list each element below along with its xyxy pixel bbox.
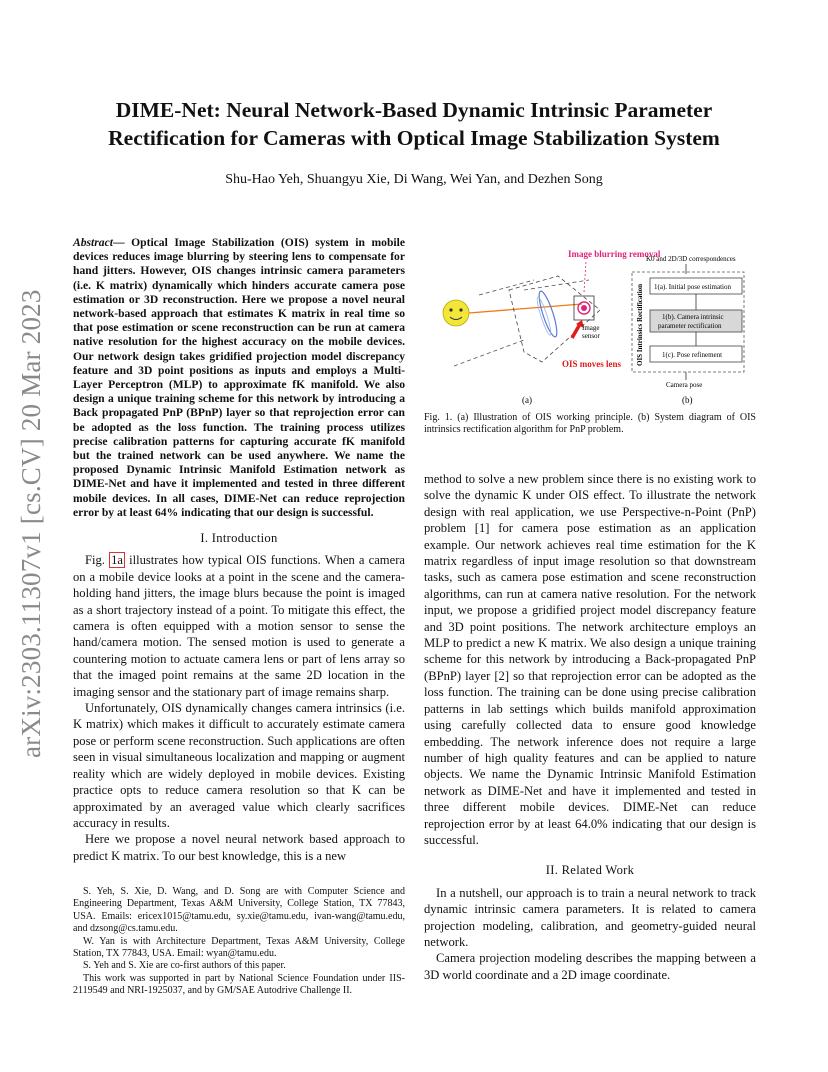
intro-paragraph-1 (73, 552, 405, 700)
intro-p1-post: illustrates how typical OIS functions. When a camera on a mobile device looks at a point in the scene and the camera-holding hand jitters, the image blurs because the point is imaged as a short trajectory instead of a point. To mitigate this effect, the camera is often equipped with a motion sensor to sense the hand/camera motion. The sensed motion is used to generate a countering motion to actuate camera lens or part of lens array so that the imaged point remains at the same 2D location in the imaging sensor and the stationary part of image remains sharp. (73, 553, 405, 699)
light-ray (469, 304, 582, 313)
footnotes (73, 883, 405, 998)
lens-motion-arrow (572, 324, 580, 338)
abstract (73, 236, 405, 520)
label-side-rectification: OIS Intrinsics Rectification (636, 283, 644, 366)
footnote-4: This work was supported in part by National Science Foundation under IIS-2119549 and NRI-1925037, and by GM/SAE Autodrive Challenge II. (73, 972, 405, 997)
lens-icon (536, 290, 560, 339)
arxiv-id: arXiv:2303.11307v1 [cs.CV] 20 Mar 2023 (16, 289, 46, 758)
ois-illustration (443, 249, 661, 405)
abstract-lead: Abstract (73, 236, 113, 249)
intro-paragraph-3-continued: method to solve a new problem since there is no existing work to solve the dynamic K under OIS effect. To illustrate the network design with real application, we use Perspective-n-Point (PnP) problem [1] for camera pose estimation as an application example. Our network achieves real time estimation for the K matrix regardless of input image resolution so that downstream tasks, such as camera pose estimation and scene reconstruction algorithms, can run at camera native resolution. For the network input, we propose a gridified project model discrepancy feature and 3D point positions. The network architecture employs an MLP to predict a new K matrix. We also design a unique training scheme for this network by introducing a Back-propagated PnP (BPnP) layer [2] so that reprojection error can be adopted as the loss function. The training can be done using precise calibration patterns in lab settings which builds manifold approximation using carefully collected data to ensure good knowledge embedding. The network inference does not require a large number of high quality features and can be applied to nature objects. We name the Dynamic Intrinsic Manifold Estimation network as DIME-Net and have it implemented and tested in three different mobile devices. DIME-Net can reduce reprojection error by at least 64.0% indicating that our design is successful. (424, 472, 756, 847)
label-image-blurring-removal: Image blurring removal (568, 249, 661, 259)
box-initial-pose-label: 1(a). Initial pose estimation (654, 283, 731, 291)
figure-1 (424, 240, 756, 408)
section-heading-intro: I. Introduction (200, 531, 278, 545)
author-list: Shu-Hao Yeh, Shuangyu Xie, Di Wang, Wei Yan, and Dezhen Song (225, 172, 603, 187)
footnote-3: S. Yeh and S. Xie are co-first authors of this paper. (83, 960, 286, 972)
intro-p1-pre: Fig. (85, 553, 110, 568)
intro-paragraph-2: Unfortunately, OIS dynamically changes camera intrinsics (i.e. K matrix) which makes it difficult to accurately estimate camera pose or perform scene reconstruction. Such applications are often seen in visual simultaneous localization and mapping or augment reality which are widely deployed in mobile devices. Existing practice opts to reduce camera resolution so that K can be approximated by an averaged value which clearly sacrifices accuracy in results. (73, 701, 405, 830)
related-paragraph-1: In a nutshell, our approach is to train a neural network to track dynamic intrinsic camera parameters. It is related to camera projection modeling, calibration, and geometry-guided neural network. (424, 885, 756, 949)
label-ois-moves-lens: OIS moves lens (562, 359, 622, 369)
figure-1-caption: Fig. 1. (a) Illustration of OIS working principle. (b) System diagram of OIS intrinsics rectification algorithm for PnP problem. (424, 412, 756, 436)
label-input: K0 and 2D/3D correspondences (646, 255, 736, 263)
footnote-2: W. Yan is with Architecture Department, Texas A&M University, College Station, TX 77843, USA. Email: wyan@tamu.edu. (73, 935, 405, 960)
footnote-1: S. Yeh, S. Xie, D. Wang, and D. Song are with Computer Science and Engineering Department, Texas A&M University, College Station, TX 77843, USA. Emails: ericex1015@tamu.edu, sy.xie@tamu.edu, ivan-wang@tamu.edu, and dzsong@cs.tamu.edu. (73, 886, 405, 935)
section-heading-related: II. Related Work (545, 863, 635, 878)
box-pose-refinement-label: 1(c). Pose refinement (662, 351, 723, 359)
label-image-sensor-1: Image (582, 324, 600, 332)
box-intrinsic-label-1: 1(b). Camera intrinsic (662, 313, 724, 321)
label-b: (b) (682, 395, 693, 405)
intro-paragraph-3: Here we propose a novel neural network based approach to predict K matrix. To our best knowledge, this is a new (73, 832, 405, 863)
paper-title: DIME-Net: Neural Network-Based Dynamic Intrinsic Parameter Rectification for Cameras with Optical Image Stabilization System (108, 98, 720, 150)
arxiv-stamp (10, 280, 50, 760)
figure-link-1a[interactable]: 1a (111, 553, 123, 568)
abstract-text: — Optical Image Stabilization (OIS) system in mobile devices reduces image blurring by steering lens to compensate for hand jitters. However, OIS changes intrinsic camera parameters (i.e. K matrix) dynamically which hinders accurate camera pose estimation or 3D reconstruction. Here we propose a novel neural network-based approach that estimates K matrix in real time so that pose estimation or scene reconstruction can be run at camera native resolution for the highest accuracy on the mobile devices. Our network design takes gridified projection model discrepancy feature and 3D point positions as inputs and employs a Multi-Layer Perceptron (MLP) to approximate fK manifold. We also design a unique training scheme for this network by introducing a Back propagated PnP (BPnP) layer so that reprojection error can be adopted as the loss function. The training process utilizes precise calibration patterns for capturing accurate fK manifold but the trained network can be used anywhere. We name the proposed Dynamic Intrinsic Manifold Estimation network as DIME-Net and have it implemented and tested in three different mobile devices. In all cases, DIME-Net can reduce reprojection error by at least 64% indicating that our design is successful. (73, 236, 405, 519)
box-intrinsic-label-2: parameter rectification (658, 322, 722, 330)
smiley-face-icon (443, 300, 469, 326)
system-diagram (632, 255, 744, 405)
related-paragraph-2: Camera projection modeling describes the mapping between a 3D world coordinate and a 2D image coordinate. (424, 951, 756, 982)
label-image-sensor-2: sensor (582, 332, 600, 340)
right-column-body (424, 471, 756, 983)
figure-1-graphic (424, 240, 756, 408)
label-a: (a) (522, 395, 532, 405)
label-output: Camera pose (666, 381, 703, 389)
left-column-body (73, 530, 405, 864)
